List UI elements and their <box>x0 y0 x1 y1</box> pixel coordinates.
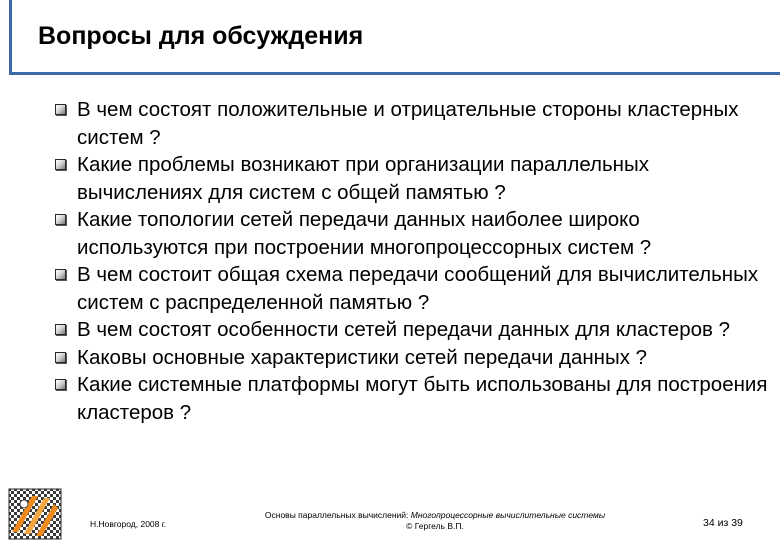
question-item <box>0 344 780 372</box>
footer-author: © Гергель В.П. <box>406 521 464 531</box>
footer-city: Н.Новгород, 2008 г. <box>90 519 167 529</box>
slide-title: Вопросы для обсуждения <box>38 22 364 50</box>
question-item <box>0 151 780 206</box>
checkbox-bullet-icon <box>55 159 66 170</box>
question-text: Какие системные платформы могут быть использованы для построения кластеров ? <box>77 373 768 424</box>
question-text: В чем состоит общая схема передачи сообщений для вычислительных систем с распределенной памятью ? <box>77 263 759 314</box>
checkbox-bullet-icon <box>55 324 66 335</box>
page-number: 34 из 39 <box>703 517 743 529</box>
question-item <box>0 206 780 261</box>
question-text: В чем состоят особенности сетей передачи данных для кластеров ? <box>77 318 730 341</box>
question-item <box>0 371 780 426</box>
checkbox-bullet-icon <box>55 104 66 115</box>
question-text: Какие проблемы возникают при организации параллельных вычислениях для систем с общей памятью ? <box>77 153 649 204</box>
title-accent-vertical <box>9 0 12 74</box>
question-text: В чем состоят положительные и отрицательные стороны кластерных систем ? <box>77 98 739 149</box>
question-text: Какие топологии сетей передачи данных наиболее широко используются при построении многопроцессорных систем ? <box>77 208 652 259</box>
university-logo-icon <box>8 488 62 540</box>
checkbox-bullet-icon <box>55 269 66 280</box>
title-accent-horizontal <box>9 72 780 75</box>
checkbox-bullet-icon <box>55 352 66 363</box>
question-item <box>0 261 780 316</box>
checkbox-bullet-icon <box>55 214 66 225</box>
question-item <box>0 96 780 151</box>
questions-list <box>0 96 780 426</box>
course-title: Многопроцессорные вычислительные системы <box>410 510 606 520</box>
footer-course <box>240 510 630 532</box>
question-item <box>0 316 780 344</box>
question-text: Каковы основные характеристики сетей передачи данных ? <box>77 345 648 369</box>
course-prefix: Основы параллельных вычислений: <box>264 510 411 520</box>
checkbox-bullet-icon <box>55 379 66 390</box>
